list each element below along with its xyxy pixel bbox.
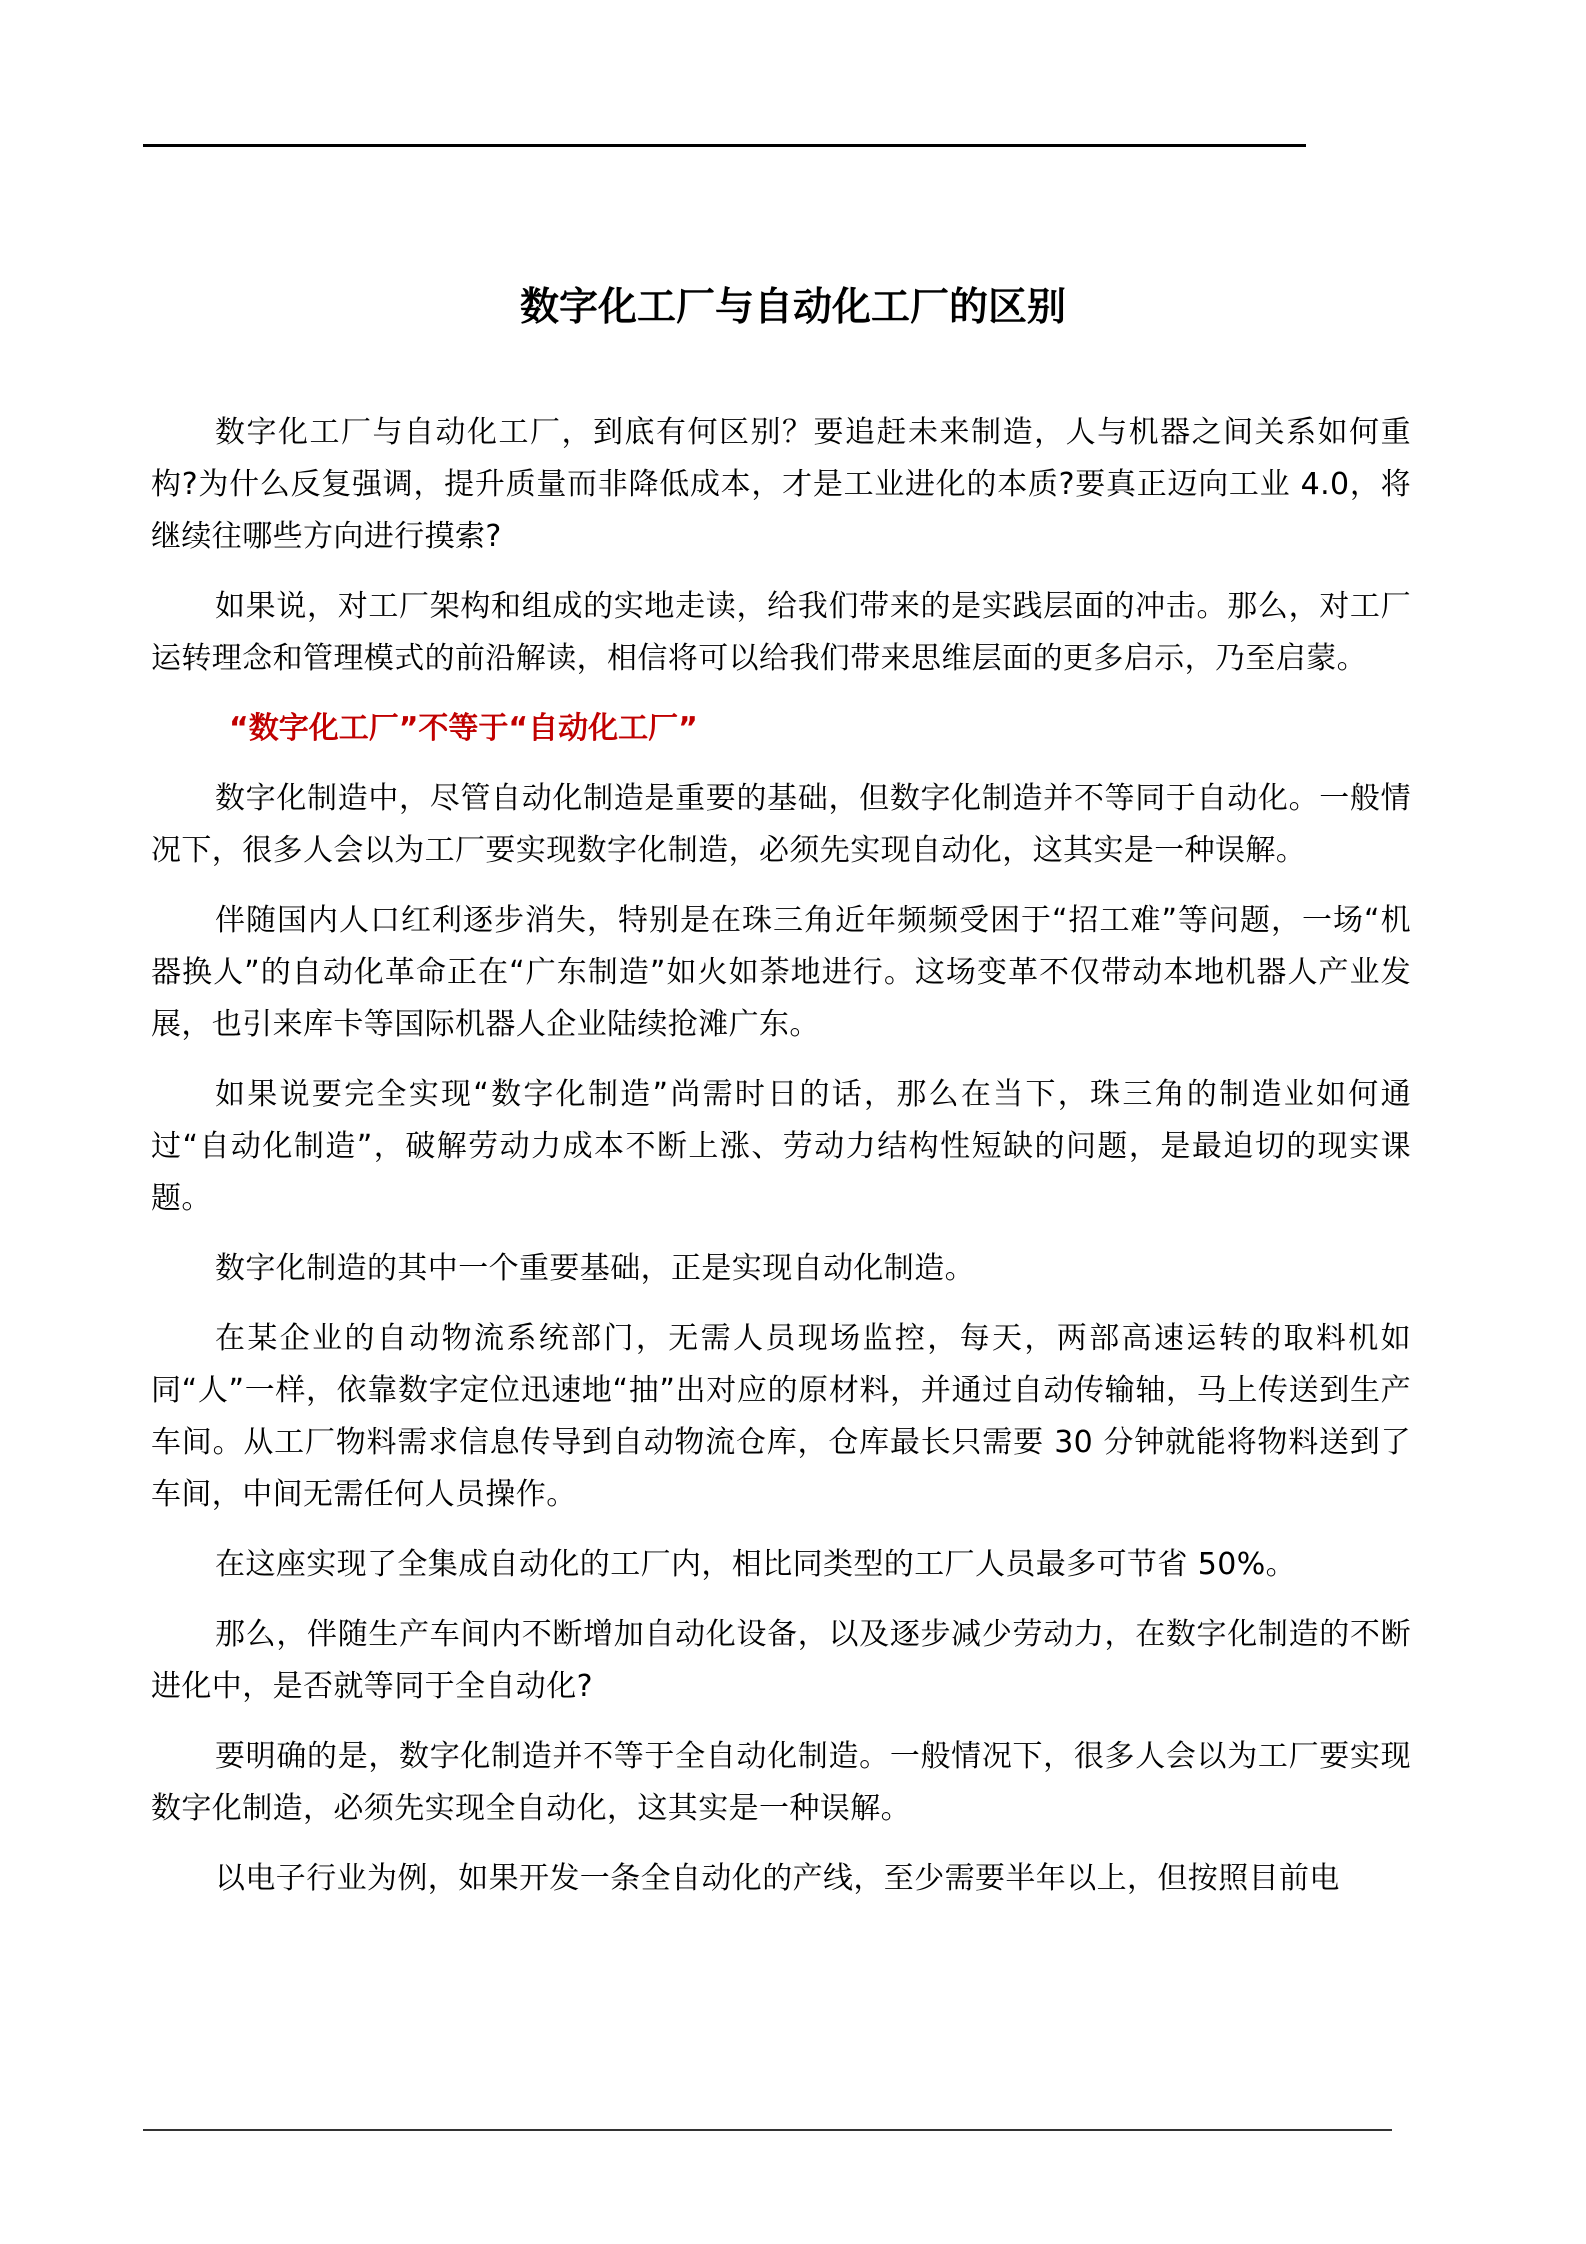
paragraph-clarification: 要明确的是，数字化制造并不等于全自动化制造。一般情况下，很多人会以为工厂要实现数字化制造，必须先实现全自动化，这其实是一种误解。	[151, 1739, 1411, 1826]
paragraph-machine-replacement: 伴随国内人口红利逐步消失，特别是在珠三角近年频频受困于“招工难”等问题，一场“机器换人”的自动化革命正在“广东制造”如火如荼地进行。这场变革不仅带动本地机器人产业发展，也引来库卡等国际机器人企业陆续抢滩广东。	[151, 903, 1411, 1042]
page-title: 数字化工厂与自动化工厂的区别	[519, 285, 1066, 331]
paragraph-savings: 在这座实现了全集成自动化的工厂内，相比同类型的工厂人员最多可节省 50%。	[215, 1547, 1297, 1582]
paragraph-misconception: 数字化制造中，尽管自动化制造是重要的基础，但数字化制造并不等同于自动化。一般情况下，很多人会以为工厂要实现数字化制造，必须先实现自动化，这其实是一种误解。	[151, 781, 1411, 868]
paragraph-urgent-topic: 如果说要完全实现“数字化制造”尚需时日的话，那么在当下，珠三角的制造业如何通过“自动化制造”，破解劳动力成本不断上涨、劳动力结构性短缺的问题，是最迫切的现实课题。	[151, 1077, 1411, 1216]
footer-rule	[143, 2129, 1392, 2131]
document-body	[151, 407, 1411, 1923]
paragraph-foundation: 数字化制造的其中一个重要基础，正是实现自动化制造。	[215, 1251, 975, 1286]
header-rule	[143, 144, 1306, 147]
paragraph-inspiration: 如果说，对工厂架构和组成的实地走读，给我们带来的是实践层面的冲击。那么，对工厂运转理念和管理模式的前沿解读，相信将可以给我们带来思维层面的更多启示，乃至启蒙。	[151, 589, 1411, 676]
section-heading: “数字化工厂”不等于“自动化工厂”	[229, 711, 698, 746]
paragraph-electronics-example: 以电子行业为例，如果开发一条全自动化的产线，至少需要半年以上，但按照目前电	[215, 1861, 1340, 1896]
paragraph-intro-questions: 数字化工厂与自动化工厂，到底有何区别？要追赶未来制造，人与机器之间关系如何重构?为什么反复强调，提升质量而非降低成本，才是工业进化的本质?要真正迈向工业 4.0，将继续往哪些方向进行摸索?	[151, 415, 1411, 554]
paragraph-question: 那么，伴随生产车间内不断增加自动化设备，以及逐步减少劳动力，在数字化制造的不断进化中，是否就等同于全自动化?	[151, 1617, 1411, 1704]
paragraph-logistics-example: 在某企业的自动物流系统部门，无需人员现场监控，每天，两部高速运转的取料机如同“人”一样，依靠数字定位迅速地“抽”出对应的原材料，并通过自动传输轴，马上传送到生产车间。从工厂物料需求信息传导到自动物流仓库，仓库最长只需要 30 分钟就能将物料送到了车间，中间无需任何人员操作。	[151, 1321, 1411, 1512]
